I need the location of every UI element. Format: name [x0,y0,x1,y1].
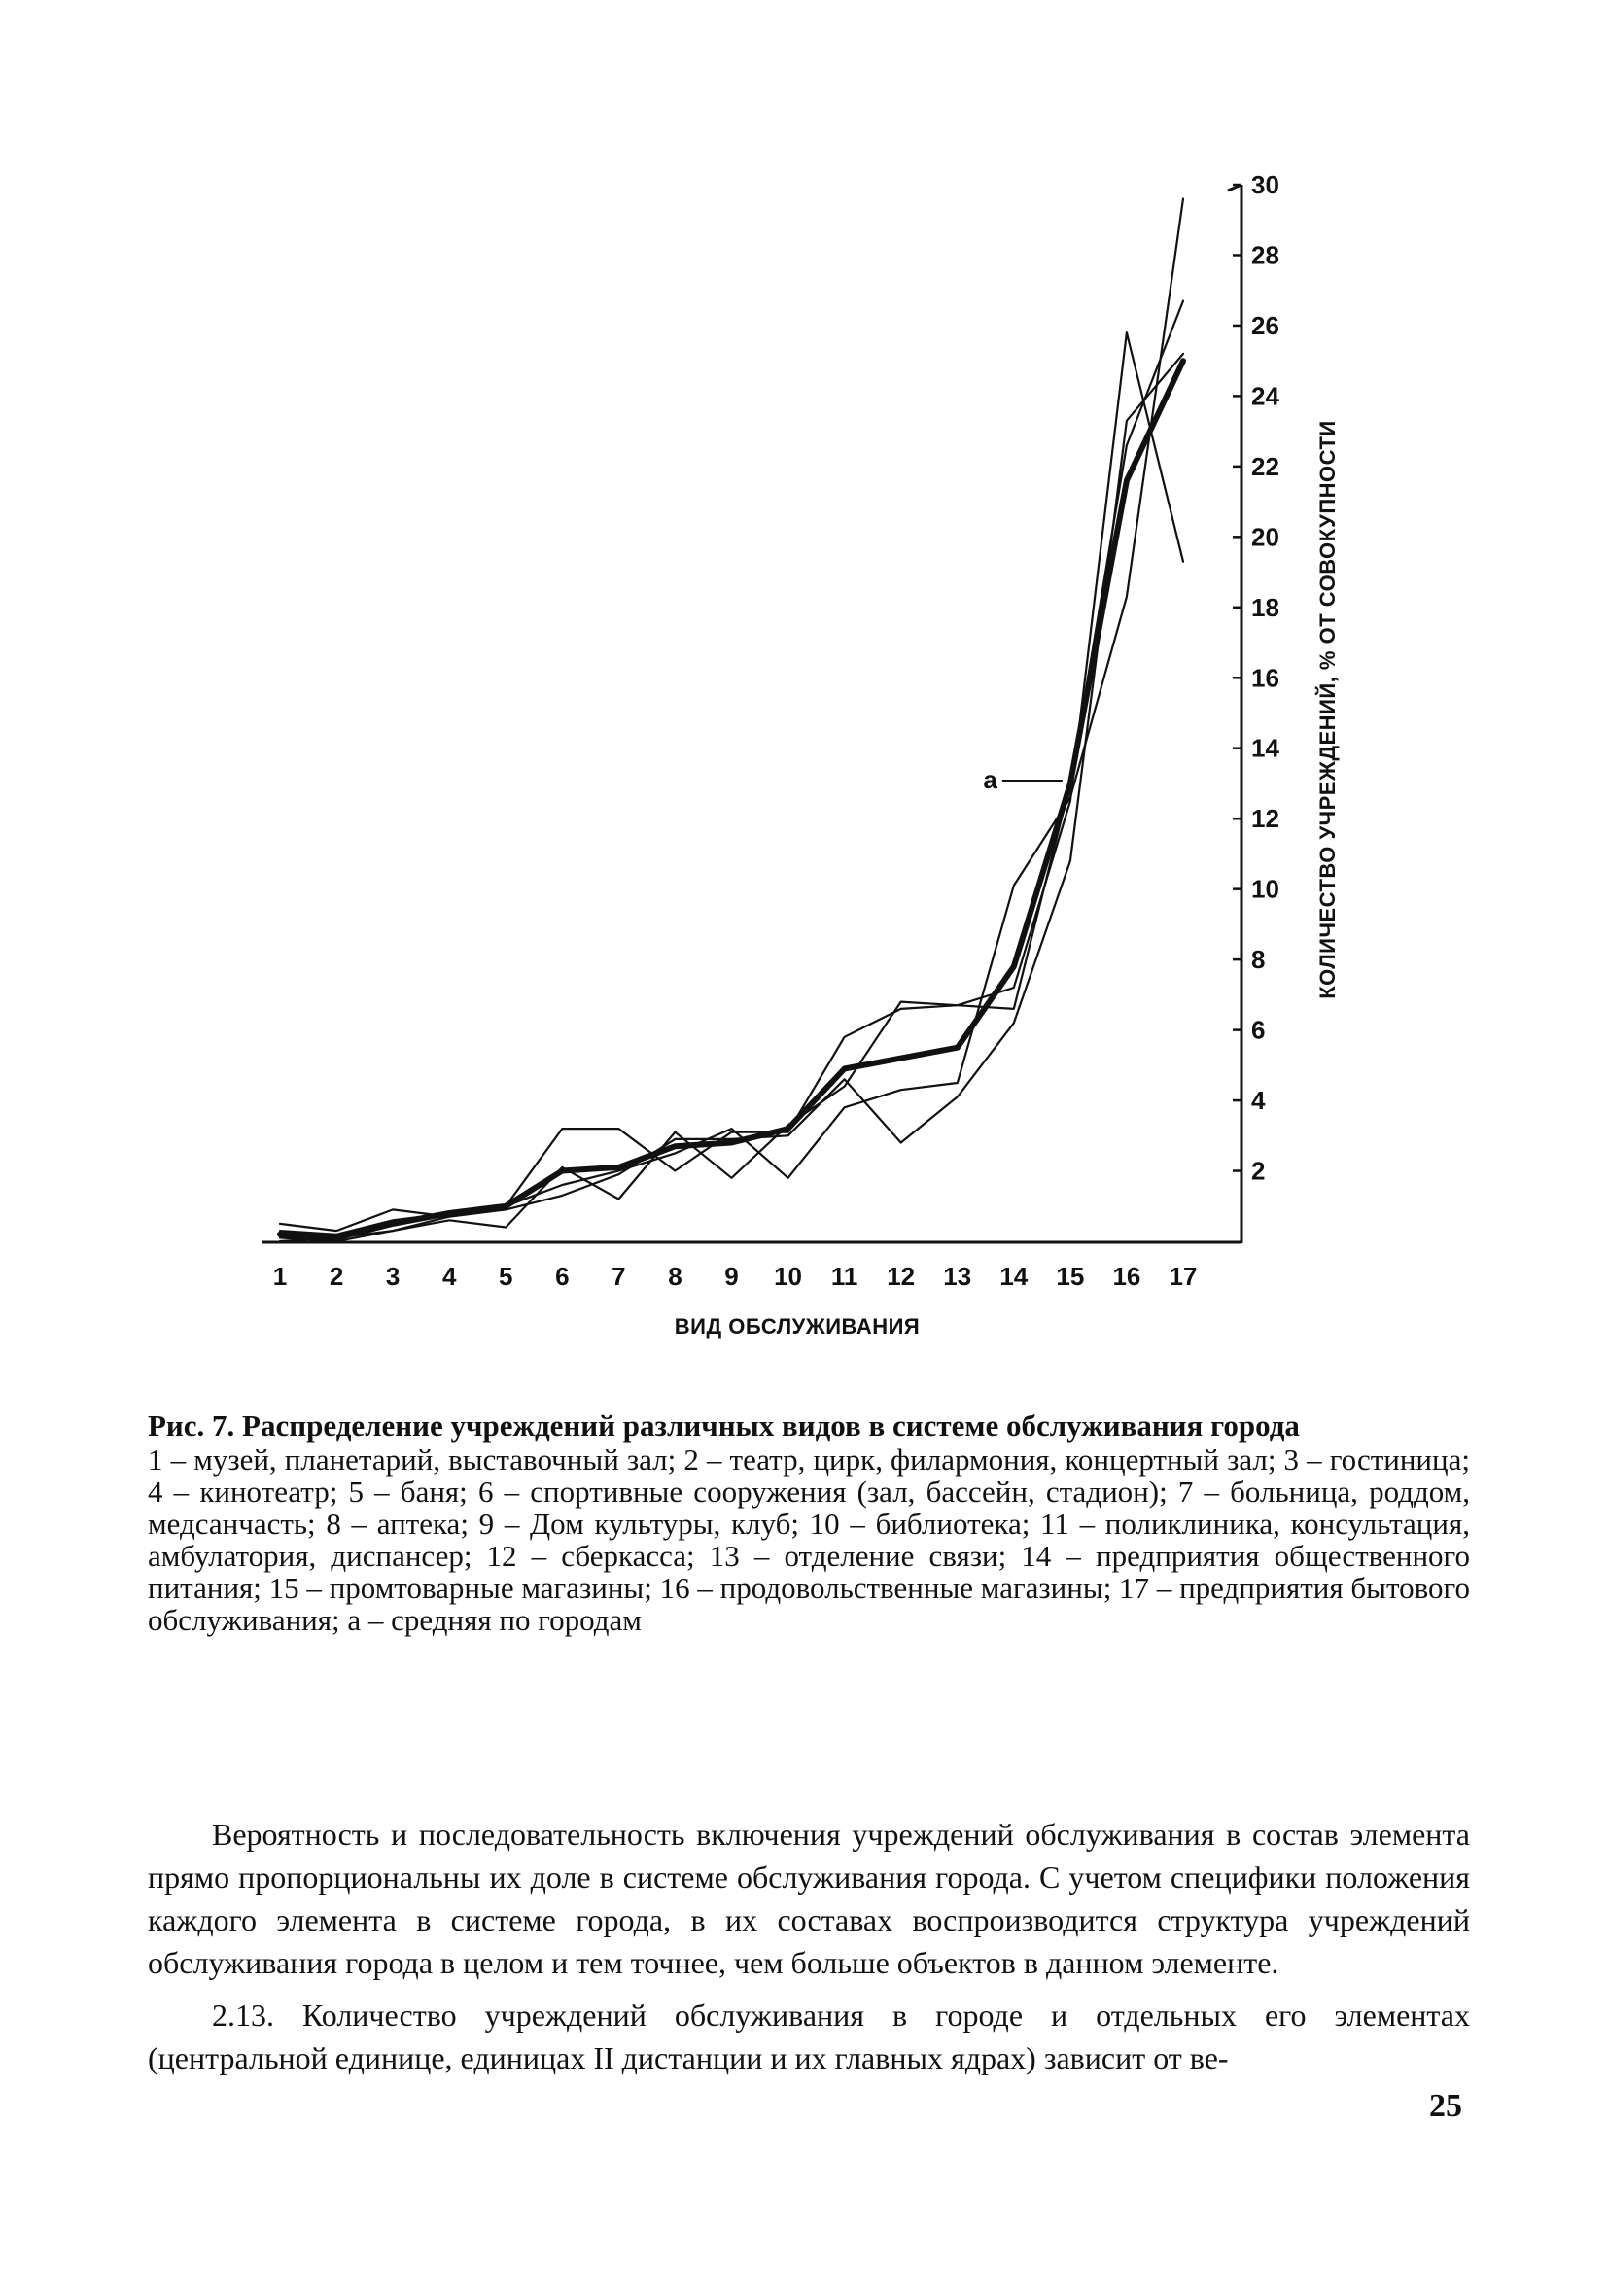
x-tick-label: 14 [999,1262,1029,1291]
figure-caption-title: Рис. 7. Распределение учреждений различных видов в системе обслуживания города [148,1409,1300,1443]
y-axis-label: КОЛИЧЕСТВО УЧРЕЖДЕНИЙ, % ОТ СОВОКУПНОСТИ [1315,420,1340,999]
paragraph: 2.13. Количество учреждений обслуживания в городе и отдельных его элементах (центральной единице, единицах II дистанции и их главных ядрах) зависит от ве- [148,1998,1470,2075]
y-tick-label: 2 [1251,1156,1266,1186]
x-tick-label: 17 [1169,1262,1198,1291]
x-tick-label: 5 [499,1262,513,1291]
x-tick-label: 1 [272,1262,288,1291]
y-tick-label: 6 [1251,1015,1266,1045]
body-text [148,1813,1470,2079]
series-line-city-3 [280,199,1183,1235]
y-tick-label: 22 [1251,451,1279,481]
series-line-city-2 [280,301,1183,1241]
x-tick-label: 4 [441,1262,457,1291]
x-tick-label: 13 [943,1262,972,1291]
y-tick-label: 28 [1251,240,1279,270]
y-tick-label: 16 [1251,663,1279,693]
x-tick-label: 3 [385,1262,401,1291]
figure-caption-legend: 1 – музей, планетарий, выставочный зал; 2 – театр, цирк, филармония, концертный зал; 3 – гостиница; 4 – кинотеатр; 5 – баня; 6 – спортивные сооружения (зал, бассейн, стадион); 7 – больница, роддом, медсанчасть; 8 – аптека; 9 – Дом культуры, клуб; 10 – библиотека; 11 – поликлиника, консультация, амбулатория, диспансер; 12 – сберкасса; 13 – отделение связи; 14 – предприятия общественного питания; 15 – промтоварные магазины; 16 – продовольственные магазины; 17 – предприятия бытового обслуживания; а – средняя по городам [148,1443,1470,1637]
y-axis-ticks [1233,170,1279,1186]
x-tick-label: 10 [774,1262,803,1291]
x-tick-label: 6 [555,1262,570,1291]
y-tick-label: 14 [1251,733,1279,763]
x-tick-label: 15 [1056,1262,1085,1291]
figure-caption [148,1409,1470,1636]
y-tick-label: 18 [1251,592,1279,622]
y-tick-label: 10 [1251,874,1279,904]
x-tick-label: 11 [830,1262,858,1291]
x-axis-label: ВИД ОБСЛУЖИВАНИЯ [674,1314,921,1339]
x-tick-label: 7 [612,1262,626,1291]
x-tick-label: 16 [1112,1262,1141,1291]
series-line-city-4 [280,354,1183,1241]
page-number: 25 [1429,2088,1462,2124]
x-tick-label: 9 [724,1262,739,1291]
y-tick-label: 24 [1251,381,1279,411]
x-tick-label: 2 [329,1262,344,1291]
y-tick-label: 20 [1251,522,1279,552]
paragraph: Вероятность и последовательность включения учреждений обслуживания в состав элемента прямо пропорциональны их доле в системе обслуживания города. С учетом специфики положения каждого элемента в системе города, в их составах воспроизводится структура учреждений обслуживания города в целом и тем точнее, чем больше объектов в данном элементе. [148,1817,1470,1980]
y-tick-label: 8 [1251,945,1266,975]
series-line-city-1 [280,332,1183,1231]
x-tick-label: 12 [887,1262,916,1291]
y-tick-label: 26 [1251,310,1279,340]
x-tick-label: 8 [668,1262,682,1291]
x-axis-ticks [273,1262,1198,1291]
annotation-label: а [983,764,997,794]
y-tick-label: 12 [1251,804,1279,834]
series-line-a [280,361,1183,1237]
y-tick-label: 4 [1251,1086,1266,1116]
y-tick-label: 30 [1251,170,1279,199]
chart-annotations [983,765,1062,794]
chart-series [280,199,1183,1242]
